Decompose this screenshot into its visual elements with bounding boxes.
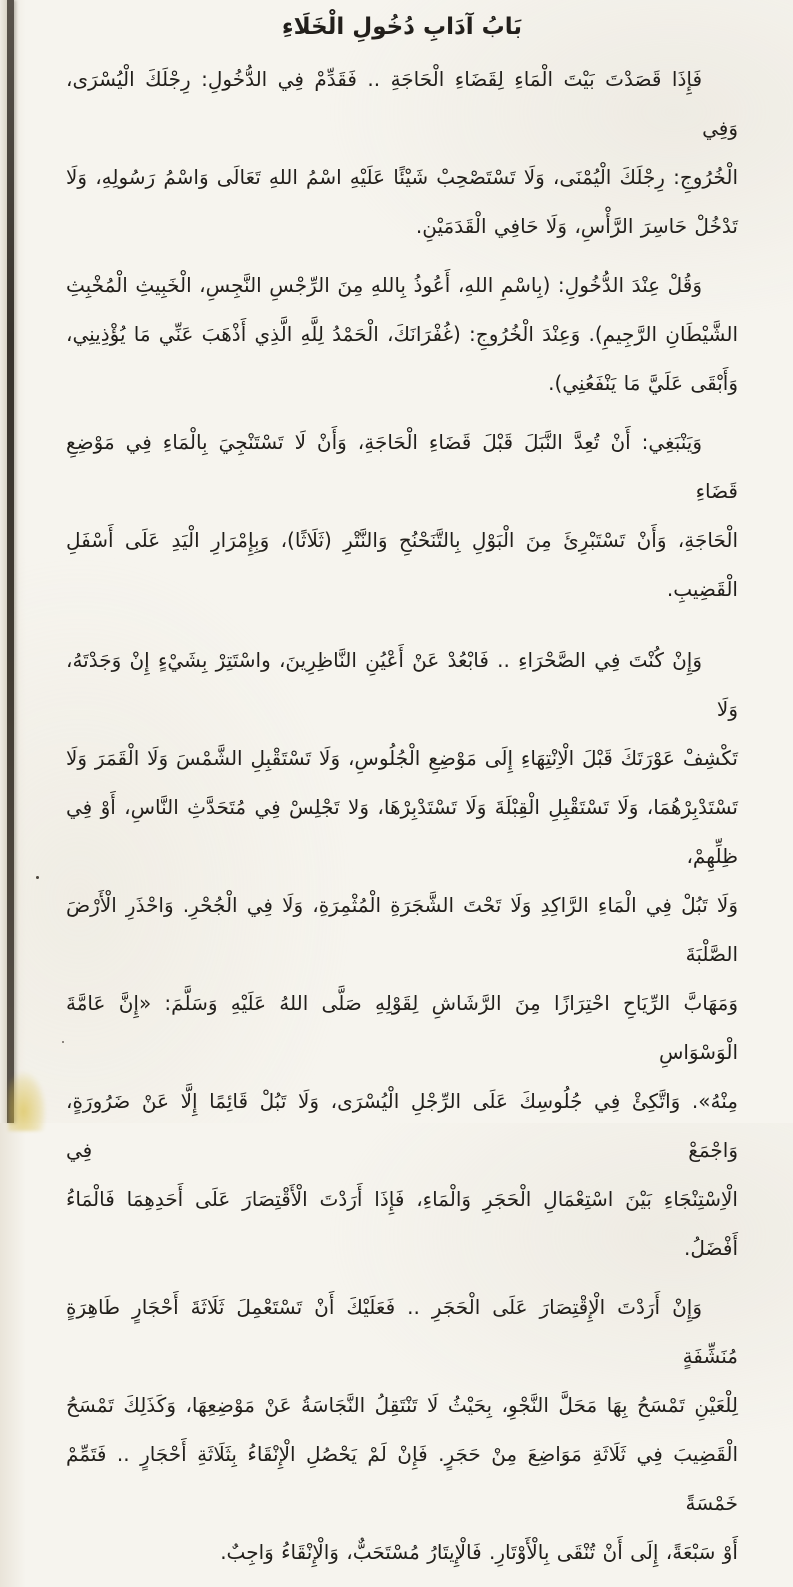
paragraph xyxy=(66,418,738,614)
text-line: تَدْخُلْ حَاسِرَ الرَّأْسِ، وَلَا حَافِي الْقَدَمَيْنِ. xyxy=(415,214,738,238)
text-line: وَإِنْ كُنْتَ فِي الصَّحْرَاءِ .. فَابْعُدْ عَنْ أَعْيُنِ النَّاظِرِينَ، واسْتَتِرْ بِشَيْءٍ إِنْ وَجَدْتَهُ، وَلَا xyxy=(66,648,738,721)
text-line: الْحَاجَةِ، وَأَنْ تَسْتَبْرِئَ مِنَ الْبَوْلِ بِالتَّنَحْنُحِ وَالنَّتْرِ (ثَلَاثًا)، وَبِإِمْرَارِ الْيَدِ عَلَى أَسْفَلِ xyxy=(66,528,738,552)
text-line: الشَّيْطَانِ الرَّجِيمِ). وَعِنْدَ الْخُرُوجِ: (غُفْرَانَكَ، الْحَمْدُ لِلَّهِ الَّذِي أَذْهَبَ عَنِّي مَا يُؤْذِينِي، xyxy=(66,322,738,346)
paragraph xyxy=(66,261,738,408)
text-line: وَيَنْبَغِي: أَنْ تُعِدَّ النَّبَلَ قَبْلَ قَضَاءِ الْحَاجَةِ، وَأَنْ لَا تَسْتَنْجِيَ بِالْمَاءِ فِي مَوْضِعِ قَضَاءِ xyxy=(66,430,738,503)
scan-speck xyxy=(62,1041,64,1043)
text-line: لِلْعَيْنِ تَمْسَحُ بِهَا مَحَلَّ النَّجْوِ، بِحَيْثُ لَا تَنْتَقِلُ النَّجَاسَةُ عَنْ مَوْضِعِهَا، وَكَذَلِكَ تَمْسَحُ xyxy=(66,1393,738,1417)
text-line: وَمَهَابَّ الرِّيَاحِ احْتِرَازًا مِنَ الرَّشَاشِ لِقَوْلِهِ صَلَّى اللهُ عَلَيْهِ وَسَلَّمَ: «إِنَّ عَامَّةَ الْوَسْوَاسِ xyxy=(66,991,738,1064)
text-line: الْقَضِيبَ فِي ثَلَاثَةِ مَوَاضِعَ مِنْ حَجَرٍ. فَإِنْ لَمْ يَحْصُلِ الْإِنْقَاءُ بِثَلَاثَةِ أَحْجَارٍ .. فَتَمِّمْ خَمْسَةً xyxy=(66,1442,738,1515)
text-line: الْقَضِيبِ. xyxy=(666,577,738,601)
text-line: تَسْتَدْبِرْهُمَا، وَلَا تَسْتَقْبِلِ الْقِبْلَةَ وَلَا تَسْتَدْبِرْهَا، وَلا تَجْلِسْ فِي مُتَحَدَّثِ النَّاسِ، أَوْ فِي ظِلِّهِمْ، xyxy=(66,795,738,868)
text-line: الْخُرُوجِ: رِجْلَكَ الْيُمْنَى، وَلَا تَسْتَصْحِبْ شَيْئًا عَلَيْهِ اسْمُ اللهِ تَعَالَى وَاسْمُ رَسُولِهِ، وَلَا xyxy=(66,165,738,189)
scan-edge-line xyxy=(7,0,14,1123)
paragraph xyxy=(66,1283,738,1577)
scan-speck xyxy=(36,876,39,879)
page-text-block xyxy=(66,5,738,1587)
paragraph xyxy=(66,55,738,251)
text-line: أَوْ سَبْعَةً، إِلَى أَنْ تُنْقَى بِالْأَوْتَارِ. فَالْإِيتَارُ مُسْتَحَبٌّ، وَالْإِنْقَاءُ وَاجِبٌ. xyxy=(220,1540,738,1564)
text-line: فَإِذَا قَصَدْتَ بَيْتَ الْمَاءِ لِقَضَاءِ الْحَاجَةِ .. فَقَدِّمْ فِي الدُّخُولِ: رِجْلَكَ الْيُسْرَى، وَفِي xyxy=(66,67,738,140)
text-line: تَكْشِفْ عَوْرَتَكَ قَبْلَ الْاِنْتِهَاءِ إِلَى مَوْضِعِ الْجُلُوسِ، وَلَا تَسْتَقْبِلِ الشَّمْسَ وَلَا الْقَمَرَ وَلَا xyxy=(66,746,738,770)
text-line: الْاِسْتِنْجَاءِ بَيْنَ اسْتِعْمَالِ الْحَجَرِ وَالْمَاءِ، فَإِذَا أَرَدْتَ الْأَقْتِصَارَ عَلَى أَحَدِهِمَا فَالْمَاءُ أَفْضَلُ. xyxy=(66,1187,738,1260)
text-line: وَإِنْ أَرَدْتَ الْإِقْتِصَارَ عَلَى الْحَجَرِ .. فَعَلَيْكَ أَنْ تَسْتَعْمِلَ ثَلَاثَةَ أَحْجَارٍ طَاهِرَةٍ مُنَشِّفَةٍ xyxy=(66,1295,738,1368)
text-line: وَقُلْ عِنْدَ الدُّخُولِ: (بِاسْمِ اللهِ، أَعُوذُ بِاللهِ مِنَ الرِّجْسِ النَّجِسِ، الْخَبِيثِ الْمُخْبِثِ xyxy=(66,273,702,297)
chapter-title: بَابُ آدَابِ دُخُولِ الْخَلَاءِ xyxy=(281,14,523,40)
paragraph xyxy=(66,636,738,1273)
text-line: وَأَبْقَى عَلَيَّ مَا يَنْفَعُنِي). xyxy=(548,371,738,395)
stain-mark xyxy=(8,1053,60,1131)
text-line: وَلَا تَبُلْ فِي الْمَاءِ الرَّاكِدِ وَلَا تَحْتَ الشَّجَرَةِ الْمُثْمِرَةِ، وَلَا فِي الْجُحْرِ. وَاحْذَرِ الْأَرْضَ الصَّلْبَةَ xyxy=(66,893,738,966)
text-line: مِنْهُ». وَاتَّكِئْ فِي جُلُوسِكَ عَلَى الرِّجْلِ الْيُسْرَى، وَلَا تَبُلْ قَائِمًا إِلَّا عَنْ ضَرُورَةٍ، وَاجْمَعْ فِي xyxy=(66,1089,738,1162)
